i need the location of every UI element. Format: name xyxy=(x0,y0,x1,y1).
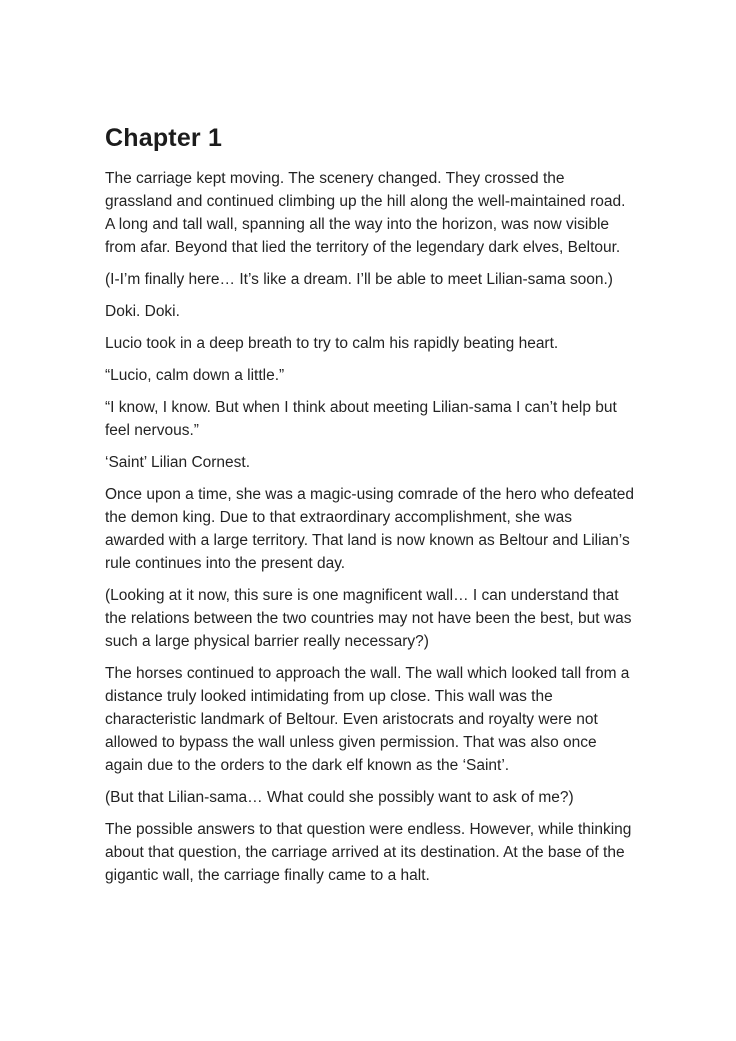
paragraph: (But that Lilian-sama… What could she possibly want to ask of me?) xyxy=(105,789,574,806)
paragraph-container xyxy=(105,167,635,887)
chapter-content xyxy=(105,123,635,896)
paragraph: (Looking at it now, this sure is one magnificent wall… I can understand that the relations between the two countries may not have been the best, but was such a large physical barrier really necessary?) xyxy=(105,587,632,650)
paragraph: The horses continued to approach the wall. The wall which looked tall from a distance truly looked intimidating from up close. This wall was the characteristic landmark of Beltour. Even aristocrats and royalty were not allowed to bypass the wall unless given permission. That was also once again due to the orders to the dark elf known as the ‘Saint’. xyxy=(105,665,630,774)
paragraph: ‘Saint’ Lilian Cornest. xyxy=(105,454,251,471)
paragraph: Doki. Doki. xyxy=(105,303,180,320)
paragraph: (I-I’m finally here… It’s like a dream. I’ll be able to meet Lilian-sama soon.) xyxy=(105,271,613,288)
paragraph: The carriage kept moving. The scenery changed. They crossed the grassland and continued climbing up the hill along the well-maintained road. A long and tall wall, spanning all the way into the horizon, was now visible from afar. Beyond that lied the territory of the legendary dark elves, Beltour. xyxy=(105,170,626,256)
paragraph: The possible answers to that question were endless. However, while thinking about that question, the carriage arrived at its destination. At the base of the gigantic wall, the carriage finally came to a halt. xyxy=(105,821,632,884)
chapter-title: Chapter 1 xyxy=(105,124,223,152)
paragraph: “Lucio, calm down a little.” xyxy=(105,367,285,384)
paragraph: Once upon a time, she was a magic-using comrade of the hero who defeated the demon king. Due to that extraordinary accomplishment, she was awarded with a large territory. That land is now known as Beltour and Lilian’s rule continues into the present day. xyxy=(105,486,635,572)
paragraph: “I know, I know. But when I think about meeting Lilian-sama I can’t help but feel nervous.” xyxy=(105,399,617,439)
paragraph: Lucio took in a deep breath to try to calm his rapidly beating heart. xyxy=(105,335,559,352)
